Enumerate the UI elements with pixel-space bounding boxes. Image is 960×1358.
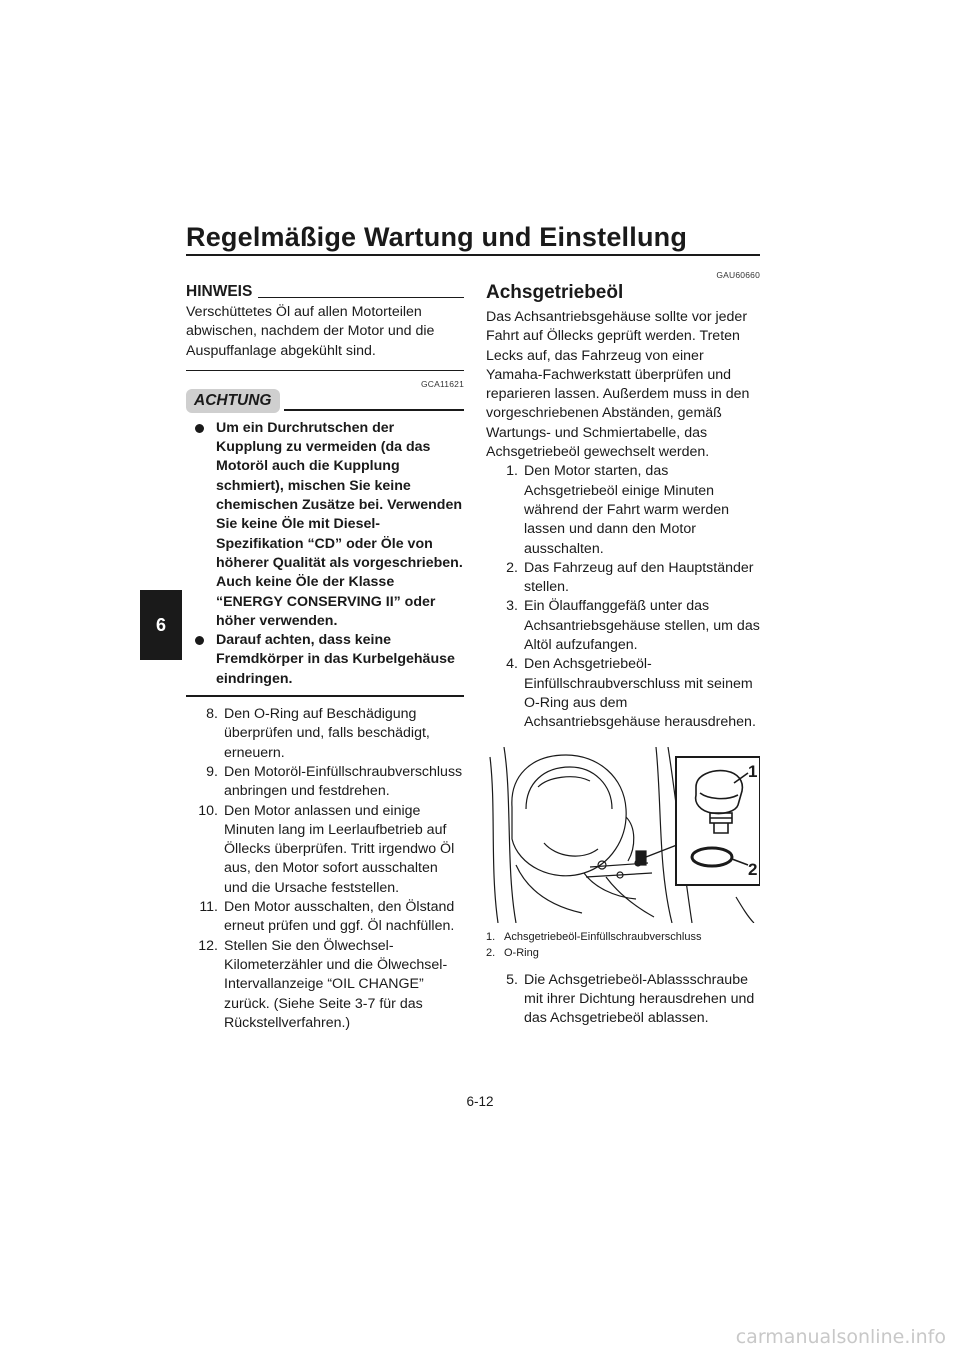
step-number: 8. [206,706,218,723]
step-text: Stellen Sie den Ölwechsel-Kilometerzähler und die Ölwechsel-Intervallanzeige “OIL CHANGE” zurück. (Siehe Seite 3-7 für das Rückstellverfahren.) [224,937,448,1031]
section-intro: Das Achsantriebsgehäuse sollte vor jeder Fahrt auf Öllecks geprüft werden. Treten Lecks auf, das Fahrzeug von einer Yamaha-Fachwerkstatt überprüfen und reparieren lassen. Außerdem muss in den vorgeschriebenen Abständen, gemäß Wartungs- und Schmiertabelle, das Achsgetriebeöl gewechselt werden. [486,309,750,461]
right-steps-continued [486,971,760,1029]
step-item [486,655,760,732]
step-number: 5. [506,971,518,988]
hinweis-header [186,282,464,301]
left-steps [186,705,464,1033]
step-number: 1. [506,463,518,480]
section-code: GAU60660 [716,270,760,280]
chapter-tab: 6 [140,590,182,660]
step-text: Den Motor anlassen und einige Minuten lang im Leerlaufbetrieb auf Öllecks überprüfen. Tritt irgendwo Öl aus, den Motor sofort ausschalten und die Ursache feststellen. [224,802,455,896]
bullet-icon [195,424,204,433]
step-number: 12. [198,937,218,954]
title-rule [186,254,760,256]
left-column [186,282,464,1033]
step-item [186,705,464,763]
caption-text: O-Ring [504,946,539,959]
step-item [486,597,760,655]
achtung-list [186,419,464,689]
step-item [486,462,760,558]
callout-2: 2 [748,859,758,879]
oil-filler-illustration [486,747,760,923]
illustration-drawing [486,747,760,923]
page-number: 6-12 [466,1094,494,1109]
achtung-item-text: Darauf achten, dass keine Fremdkörper in das Kurbelgehäuse eindringen. [216,632,455,687]
step-item [186,898,464,937]
hinweis-end-rule [186,370,464,371]
step-text: Den Achsgetriebeöl-Einfüllschraubverschluss mit seinem O-Ring aus dem Achsantriebsgehäuse herausdrehen. [524,656,756,731]
step-number: 10. [198,802,218,819]
step-number: 3. [506,598,518,615]
hinweis-rule [258,297,464,298]
achtung-header [186,389,464,413]
caption-number: 2. [486,946,496,959]
step-number: 2. [506,559,518,576]
step-number: 9. [206,763,218,780]
step-item [486,559,760,598]
hinweis-text: Verschüttetes Öl auf allen Motorteilen abwischen, nachdem der Motor und die Auspuffanlage abgekühlt sind. [186,304,435,359]
hinweis-label: HINWEIS [186,283,253,300]
caption-text: Achsgetriebeöl-Einfüllschraubverschluss [504,930,702,943]
achtung-rule [284,409,465,411]
step-item [486,971,760,1029]
achtung-item-text: Um ein Durchrutschen der Kupplung zu vermeiden (da das Motoröl auch die Kupplung schmiert), mischen Sie keine chemischen Zusätze bei. Verwenden Sie keine Öle mit Diesel-Spezifikation “CD” oder Öle von höherer Qualität als vorgeschrieben. Auch keine Öle der Klasse “ENERGY CONSERVING II” oder höher verwenden. [216,419,463,629]
step-text: Das Fahrzeug auf den Hauptständer stellen. [524,559,754,596]
caption-item [486,945,760,961]
step-item [186,937,464,1033]
page-title: Regelmäßige Wartung und Einstellung [186,222,688,252]
achtung-code: GCA11621 [420,378,464,389]
step-item [186,802,464,898]
watermark: carmanualsonline.info [735,1326,946,1348]
right-column [486,270,760,1028]
achtung-label: ACHTUNG [186,389,280,413]
achtung-item [186,419,464,631]
achtung-item [186,631,464,689]
step-text: Den Motor starten, das Achsgetriebeöl einige Minuten während der Fahrt warm werden lassen und dann den Motor ausschalten. [524,463,730,557]
step-text: Den Motor ausschalten, den Ölstand erneut prüfen und ggf. Öl nachfüllen. [224,899,455,935]
caption-number: 1. [486,930,496,943]
step-text: Den Motoröl-Einfüllschraubverschluss anbringen und festdrehen. [224,763,463,800]
step-number: 11. [199,899,218,916]
bullet-icon [195,636,204,645]
step-text: Die Achsgetriebeöl-Ablassschraube mit ihrer Dichtung herausdrehen und das Achsgetriebeöl ablassen. [524,971,755,1027]
step-number: 4. [506,656,518,673]
caption-item [486,929,760,945]
step-text: Ein Ölauffanggefäß unter das Achsantriebsgehäuse stellen, um das Altöl aufzufangen. [524,598,760,654]
section-heading: Achsgetriebeöl [486,282,624,303]
step-item [186,763,464,802]
right-steps [486,462,760,732]
figure-captions [486,929,760,961]
callout-1: 1 [748,761,758,781]
achtung-end-rule [186,695,464,697]
step-text: Den O-Ring auf Beschädigung überprüfen und, falls beschädigt, erneuern. [224,706,430,761]
